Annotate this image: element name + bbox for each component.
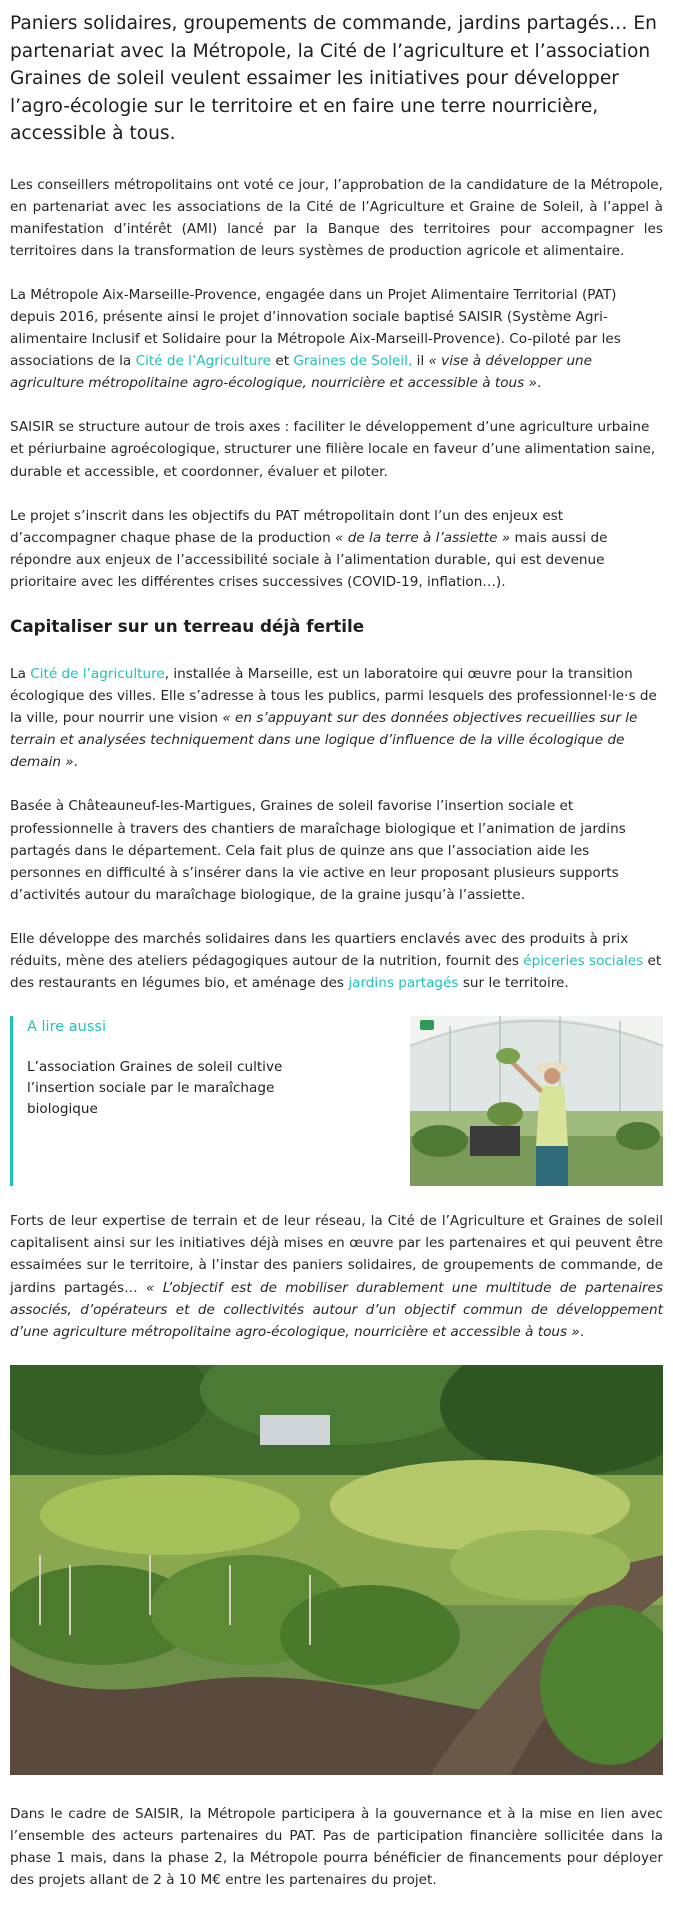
read-also-kicker: A lire aussi	[27, 1019, 106, 1036]
read-also-title[interactable]: L’association Graines de soleil cultive l’insertion sociale par le maraîchage biologique	[27, 1059, 283, 1118]
paragraph-text: .	[536, 375, 542, 392]
quote-text: « en s’appuyant sur des données objectives recueillies sur le terrain et analysées techniquement dans une logique d’influence de la ville écologique de demain »	[10, 710, 638, 771]
link-cite-agriculture-2[interactable]: Cité de l’agriculture	[30, 666, 165, 682]
link-epiceries-sociales[interactable]: épiceries sociales	[523, 953, 644, 970]
link-jardins-partages[interactable]: jardins partagés	[348, 975, 459, 992]
paragraph-text: Le projet s’inscrit dans les objectifs du PAT métropolitain dont l’un des enjeux est d’accompagner chaque phase de la production	[10, 507, 564, 546]
paragraph-text: .	[579, 1323, 585, 1340]
garden-photo	[10, 1365, 663, 1775]
link-graines-de-soleil[interactable]: Graines de Soleil,	[293, 353, 413, 370]
paragraph-text: Elle développe des marchés solidaires dans les quartiers enclavés avec des produits à prix réduits, mène des ateliers pédagogiques autour de la nutrition, fournit des	[10, 930, 629, 970]
paragraph-text: Forts de leur expertise de terrain et de leur réseau, la Cité de l’Agriculture et Graines de soleil capitalisent ainsi sur les initiatives déjà mises en œuvre par les partenaires et qui peuvent être essaimées sur le territoire, à l’instar des paniers solidaires, de groupements de commande, de jardins partagés…	[10, 1213, 663, 1296]
paragraph-pat	[10, 284, 663, 394]
paragraph-graines-de-soleil: Basée à Châteauneuf-les-Martigues, Graines de soleil favorise l’insertion sociale et professionnelle à travers des chantiers de maraîchage biologique et l’animation de jardins partagés dans le département. Cela fait plus de quinze ans que l’association aide les personnes en difficulté à s’insérer dans la vie active en leur proposant plusieurs supports d’activités autour du maraîchage biologique, de la graine jusqu’à l’assiette.	[10, 798, 626, 903]
paragraph-text: et	[271, 353, 294, 370]
quote-text: « L’objectif est de mobiliser durablement une multitude de partenaires associés, d’opérateurs et de collectivités autour d’un objectif commun de développement d’une agriculture métropolitaine agro-écologique, nourricière et accessible à tous »	[10, 1279, 663, 1340]
paragraph-text: , installée à Marseille, est un laboratoire qui œuvre pour la transition écologique des villes. Elle s’adresse à tous les publics, parmi lesquels des professionnel·le·s de la ville, pour nourrir une vision	[10, 666, 657, 727]
paragraph-saisir-axes: SAISIR se structure autour de trois axes : faciliter le développement d’une agriculture urbaine et périurbaine agroécologique, structurer une filière locale en faveur d’une alimentation saine, durable et accessible, et coordonner, évaluer et piloter.	[10, 419, 656, 480]
quote-text: « vise à développer une agriculture métropolitaine agro-écologique, nourricière et accessible à tous »	[10, 353, 593, 392]
paragraph-text: mais aussi de répondre aux enjeux de l’accessibilité sociale à l’alimentation durable, qui est devenue prioritaire avec les différentes crises successives (COVID-19, inflation…).	[10, 529, 608, 590]
paragraph-objectifs	[10, 505, 663, 593]
paragraph-cite-agriculture	[10, 663, 663, 773]
article-lead: Paniers solidaires, groupements de commande, jardins partagés… En partenariat avec la Métropole, la Cité de l’agriculture et l’association Graines de soleil veulent essaimer les initiatives pour développer l’agro-écologie sur le territoire et en faire une terre nourricière, accessible à tous.	[10, 13, 657, 144]
paragraph-gouvernance: Dans le cadre de SAISIR, la Métropole participera à la gouvernance et à la mise en lien avec l’ensemble des acteurs partenaires du PAT. Pas de participation financière sollicitée dans la phase 1 mais, dans la phase 2, la Métropole pourra bénéficier de financements pour déployer des projets allant de 2 à 10 M€ entre les partenaires du projet.	[10, 1805, 663, 1889]
paragraph-text: il	[412, 353, 429, 370]
read-also-text	[13, 1016, 343, 1186]
paragraph-text: La	[10, 666, 31, 682]
read-also-card[interactable]	[10, 1016, 663, 1186]
section-heading: Capitaliser sur un terreau déjà fertile	[10, 616, 365, 636]
quote-text: « de la terre à l’assiette »	[335, 529, 511, 546]
paragraph-ami: Les conseillers métropolitains ont voté ce jour, l’approbation de la candidature de la Métropole, en partenariat avec les associations de la Cité de l’Agriculture et Graine de Soleil, à l’appel à manifestation d’intérêt (AMI) lancé par la Banque des territoires pour accompagner les territoires dans la transformation de leurs systèmes de production agricole et alimentaire.	[10, 176, 663, 259]
read-also-thumbnail[interactable]	[410, 1016, 663, 1186]
paragraph-text: sur le territoire.	[458, 975, 569, 992]
paragraph-marches-solidaires	[10, 928, 663, 994]
paragraph-text: .	[73, 754, 78, 771]
paragraph-capitalisent	[10, 1210, 663, 1343]
paragraph-text: et des restaurants en légumes bio, et aménage des	[10, 953, 662, 992]
paragraph-text: La Métropole Aix-Marseille-Provence, engagée dans un Projet Alimentaire Territorial (PAT) depuis 2016, présente ainsi le projet d’innovation sociale baptisé SAISIR (Système Agri-alimentaire Inclusif et Solidaire pour la Métropole Aix-Marseill-Provence). Co-piloté par les associations de la	[10, 286, 621, 370]
link-cite-agriculture[interactable]: Cité de l’Agriculture	[135, 353, 272, 370]
